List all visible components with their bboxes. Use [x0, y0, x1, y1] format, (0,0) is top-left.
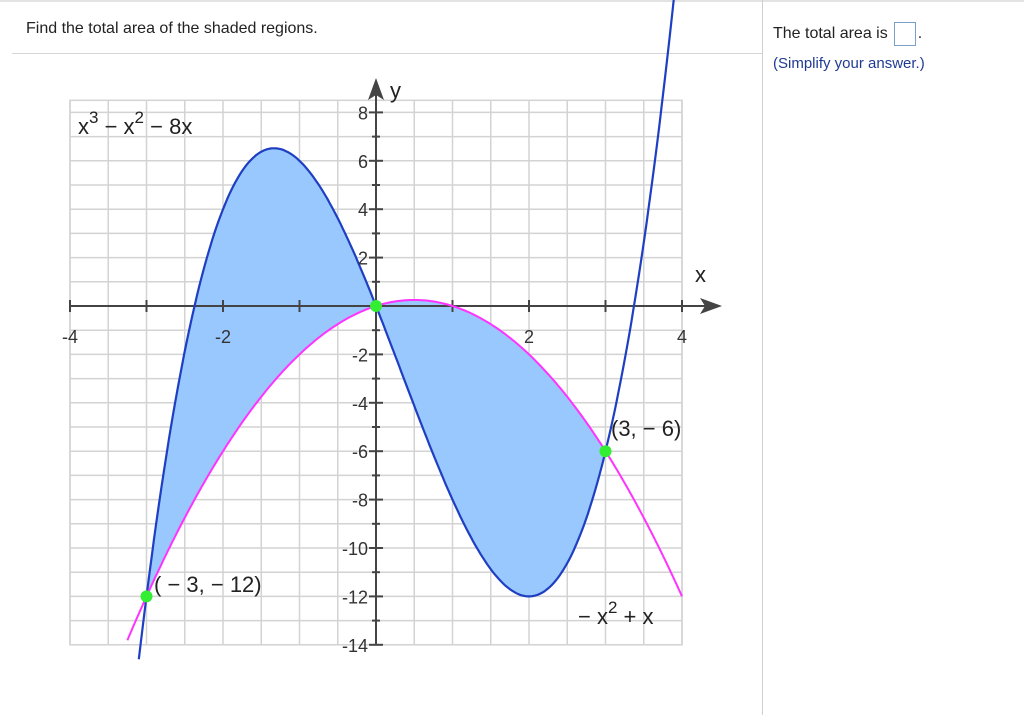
x-tick-label: 4 — [676, 327, 688, 347]
y-tick-label: -8 — [351, 490, 368, 511]
answer-input[interactable] — [894, 22, 916, 46]
y-tick-label: 4 — [357, 200, 368, 221]
simplify-hint: (Simplify your answer.) — [773, 55, 925, 72]
y-tick-label: -14 — [341, 635, 368, 656]
y-tick-label: 8 — [357, 103, 368, 124]
x-axis-label: x — [695, 262, 706, 287]
y-tick-label: 6 — [357, 151, 368, 172]
y-tick-label: -10 — [341, 539, 368, 559]
answer-suffix: . — [917, 25, 923, 42]
point-label-3-minus6: (3, − 6) — [611, 416, 682, 441]
intersection-point — [370, 300, 382, 312]
y-axis-label: y — [390, 78, 401, 103]
answer-prefix: The total area is — [773, 25, 888, 42]
question-prompt: Find the total area of the shaded regions. — [26, 20, 318, 37]
cubic-function-label: $x^3 - x^2 - 8x$ — [78, 108, 193, 139]
point-label-minus3-minus12: ( − 3, − 12) — [154, 572, 262, 597]
answer-line — [773, 22, 922, 46]
x-tick-label: -2 — [214, 327, 232, 347]
y-tick-label: -12 — [341, 587, 368, 608]
y-tick-label: -4 — [351, 393, 368, 414]
shaded-region-right — [376, 300, 606, 596]
x-tick-label: -4 — [61, 327, 79, 347]
answer-pane — [763, 0, 1024, 715]
y-tick-label: -6 — [351, 442, 368, 463]
parabola-function-label: − $x^2 + x$ — [578, 598, 654, 629]
intersection-point — [141, 590, 153, 602]
x-tick-label: 2 — [523, 327, 535, 347]
y-tick-label: -2 — [351, 345, 368, 366]
intersection-point — [600, 445, 612, 457]
y-tick-label: 2 — [357, 248, 368, 269]
